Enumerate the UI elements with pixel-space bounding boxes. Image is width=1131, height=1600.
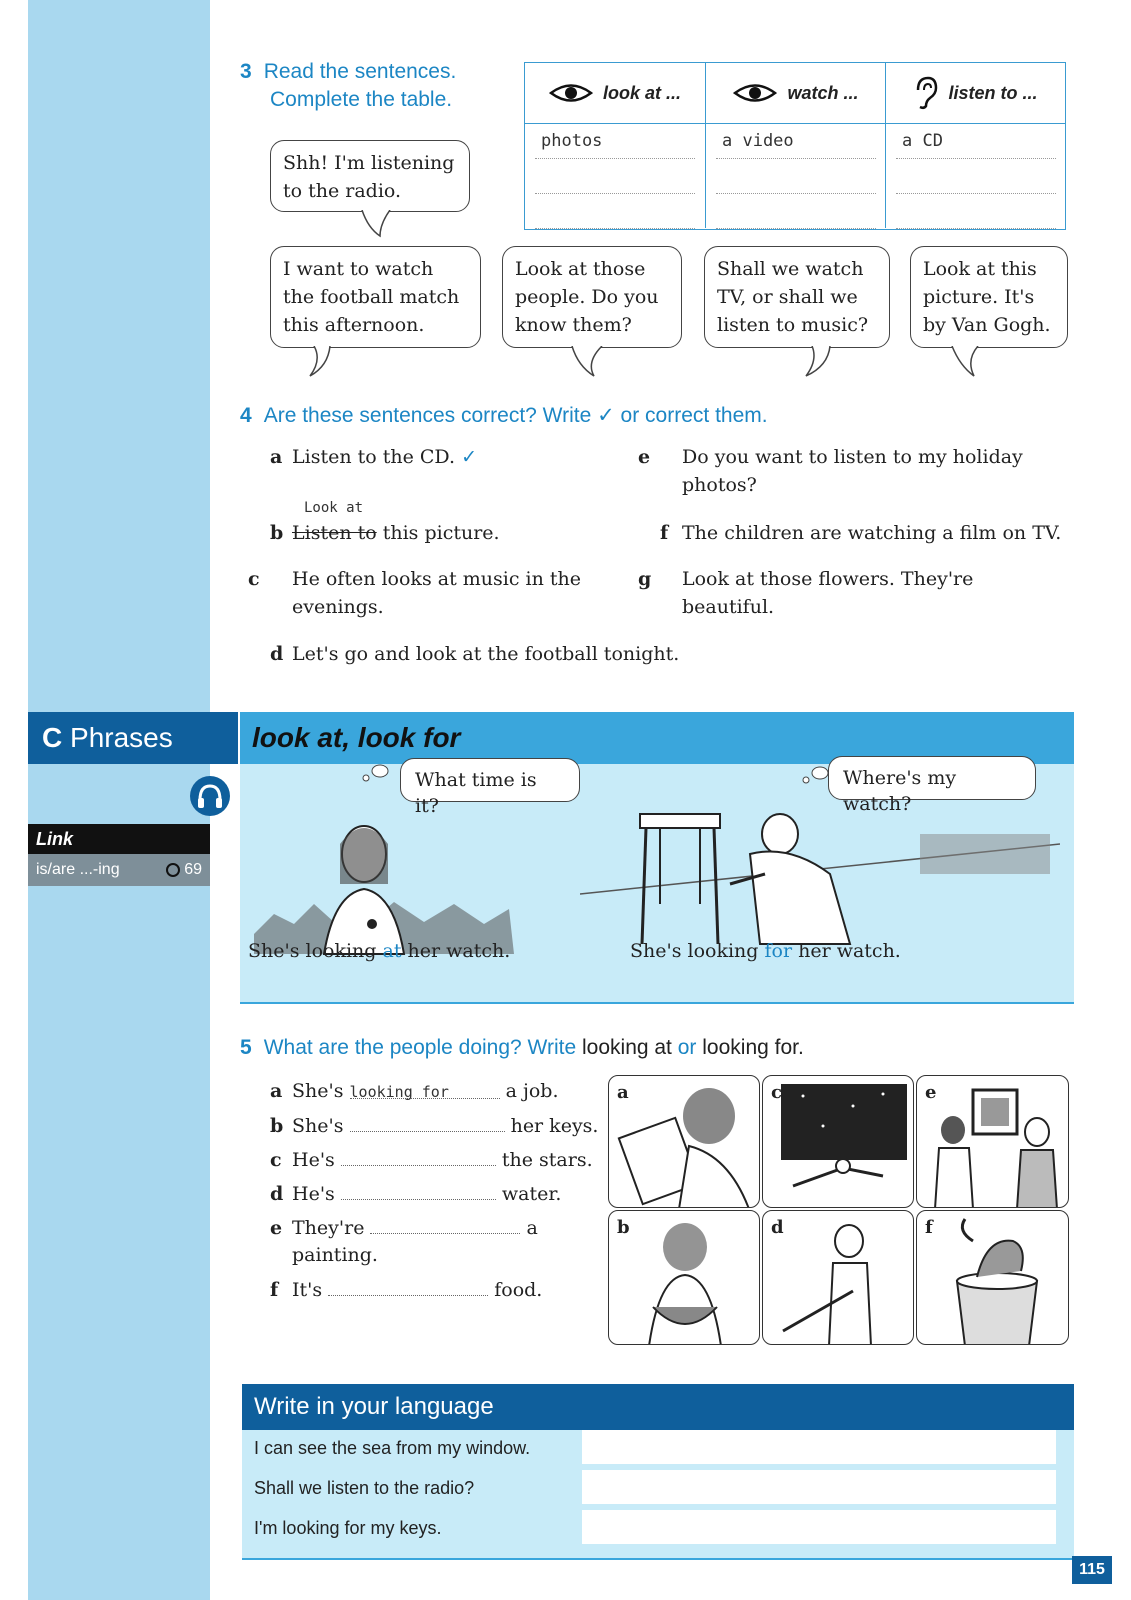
ex5-item-f: f It's food. (270, 1275, 542, 1304)
translation-field[interactable] (582, 1470, 1056, 1504)
ex5-heading: 5 What are the people doing? Write looking at or looking for. (240, 1036, 804, 1059)
table-column-look-at (525, 63, 705, 228)
bubble-tail (360, 210, 400, 240)
picture-e: e (916, 1075, 1069, 1208)
page-sidebar (28, 0, 210, 1600)
table-cell[interactable] (535, 194, 695, 229)
ex4-item-a: a Listen to the CD. ✓ (270, 446, 477, 468)
section-letter: C (42, 722, 63, 753)
ex5-item-e: e They're a (270, 1213, 538, 1242)
phrases-illustration-panel (240, 764, 1074, 1004)
translation-field[interactable] (582, 1510, 1056, 1544)
ear-icon (914, 76, 938, 110)
thought-bubble: Where's my watch? (828, 756, 1036, 800)
answer-blank[interactable] (328, 1275, 488, 1296)
eye-icon (733, 82, 777, 104)
table-cell[interactable] (535, 159, 695, 194)
speech-bubble: Shall we watch TV, or shall we listen to music? (704, 246, 890, 348)
table-cell[interactable] (716, 159, 876, 194)
caption-looking-at: She's looking at her watch. (248, 940, 511, 962)
bubble-tail (950, 346, 990, 380)
thought-bubble: What time is it? (400, 758, 580, 802)
headphones-icon[interactable] (190, 776, 230, 816)
ex4-item-d: d Let's go and look at the football tonight. (270, 643, 680, 665)
eye-icon (549, 82, 593, 104)
phrase-line: Shall we listen to the radio? (254, 1478, 475, 1498)
answer-blank[interactable] (370, 1213, 520, 1234)
section-title: Phrases (70, 722, 173, 753)
ex5-item-e-continued: painting. (292, 1244, 378, 1266)
thought-dots (360, 764, 390, 782)
answer-blank[interactable] (350, 1111, 505, 1132)
column-label: look at ... (602, 82, 681, 103)
answer-blank[interactable] (341, 1179, 496, 1200)
ex4-item-f: f The children are watching a film on TV. (660, 522, 1062, 544)
caption-looking-for: She's looking for her watch. (630, 940, 901, 962)
table-cell[interactable]: photos (535, 124, 695, 159)
table-cell[interactable] (896, 159, 1056, 194)
ex5-item-a: a She's looking for a job. (270, 1080, 559, 1102)
handwritten-correction: Look at (304, 500, 364, 516)
write-in-your-language-panel (242, 1430, 1074, 1560)
ex4-number: 4 (240, 404, 252, 427)
table-cell[interactable] (716, 194, 876, 229)
man-with-divining-stick-illustration (763, 1211, 914, 1345)
speech-bubble: Look at those people. Do you know them? (502, 246, 682, 348)
speech-bubble: I want to watch the football match this afternoon. (270, 246, 481, 348)
ex3-table (524, 62, 1066, 230)
table-cell[interactable]: a video (716, 124, 876, 159)
picture-c: c (762, 1075, 914, 1208)
table-column-listen-to (885, 63, 1066, 228)
woman-searching-bag-illustration (609, 1211, 760, 1345)
translation-field[interactable] (582, 1430, 1056, 1464)
answer-blank[interactable] (341, 1145, 496, 1166)
arrow-circle-icon (166, 863, 180, 877)
bubble-tail (800, 346, 840, 380)
phrase-line: I can see the sea from my window. (254, 1438, 531, 1458)
picture-b: b (608, 1210, 760, 1345)
ex3-number: 3 (240, 60, 252, 83)
woman-reading-newspaper-illustration (609, 1076, 760, 1208)
column-label: watch ... (787, 82, 859, 103)
phrase-line: I'm looking for my keys. (254, 1518, 442, 1538)
picture-d: d (762, 1210, 914, 1345)
table-cell[interactable]: a CD (896, 124, 1056, 159)
bubble-tail (570, 346, 610, 380)
ex4-instruction: Are these sentences correct? Write ✓ or correct them. (263, 404, 768, 427)
link-label: Link (28, 824, 210, 854)
man-searching-for-watch-illustration (580, 794, 1060, 964)
thought-dots (800, 766, 830, 784)
ex3-heading (240, 60, 456, 84)
page-number: 115 (1072, 1556, 1112, 1584)
speech-bubble: Look at this picture. It's by Van Gogh. (910, 246, 1068, 348)
link-page-ref: 69 (184, 861, 202, 878)
ex3-instruction-2: Complete the table. (270, 88, 453, 111)
people-looking-at-painting-illustration (917, 1076, 1069, 1208)
ex5-number: 5 (240, 1036, 252, 1059)
ex4-item-c: c He often looks at music in the evenings. (248, 568, 581, 618)
ex3-instruction-1: Read the sentences. (263, 60, 457, 83)
man-looking-at-stars-illustration (763, 1076, 914, 1208)
check-mark: ✓ (461, 446, 477, 468)
ex5-item-d: d He's water. (270, 1179, 561, 1208)
speech-bubble: Shh! I'm listening to the radio. (270, 140, 470, 212)
table-cell[interactable] (896, 194, 1056, 229)
cat-in-bin-illustration (917, 1211, 1069, 1345)
section-c-header (28, 712, 238, 764)
write-in-your-language-header: Write in your language (242, 1384, 1074, 1430)
ex4-item-e: e Do you want to listen to my holiday photos? (638, 446, 1023, 496)
picture-f: f (916, 1210, 1069, 1345)
bubble-tail (300, 346, 340, 380)
table-column-watch (705, 63, 886, 228)
ex5-item-b: b She's her keys. (270, 1111, 598, 1140)
ex4-item-g: g Look at those flowers. They're beautiful. (638, 568, 974, 618)
grammar-link[interactable] (28, 854, 210, 886)
ex5-item-c: c He's the stars. (270, 1145, 593, 1174)
link-text: is/are ...-ing (36, 861, 120, 878)
ex4-heading (240, 403, 768, 428)
column-label: listen to ... (948, 82, 1038, 103)
answer-blank[interactable]: looking for (350, 1078, 500, 1099)
picture-a: a (608, 1075, 760, 1208)
ex4-item-b: b Listen to this picture. (270, 522, 500, 544)
section-topic: look at, look for (240, 712, 1074, 764)
